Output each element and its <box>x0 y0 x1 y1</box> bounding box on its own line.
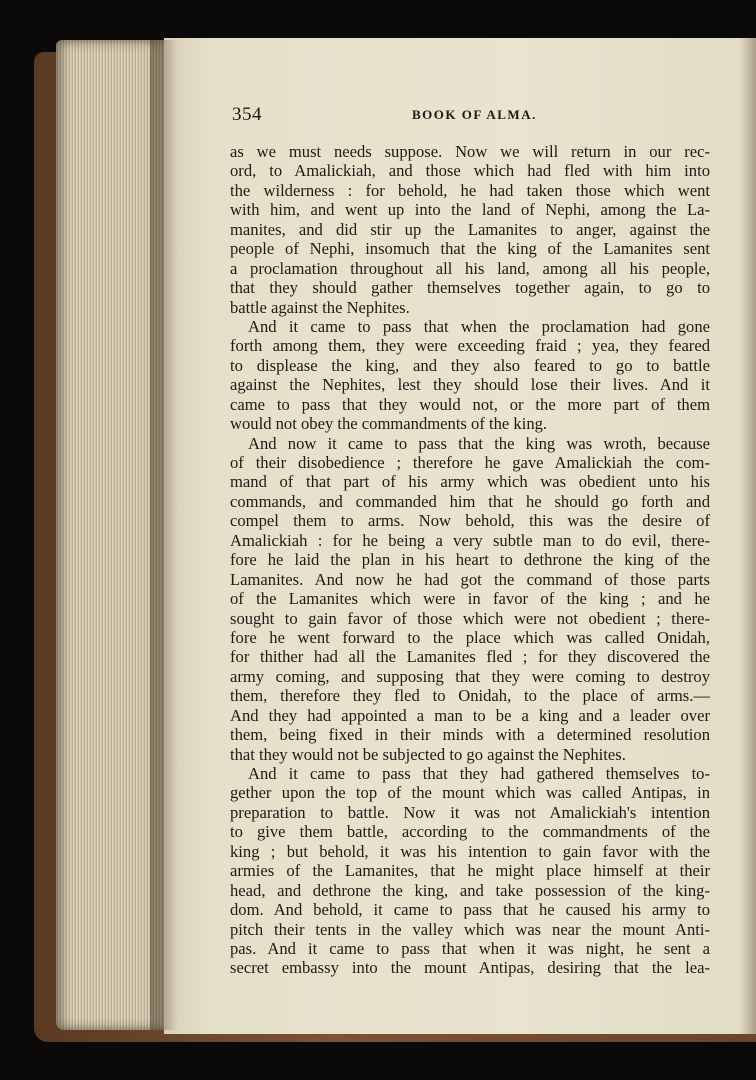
text-line: that they should gather themselves together again, to go to <box>230 278 710 298</box>
text-line: gether upon the top of the mount which was called Antipas, in <box>230 783 710 803</box>
text-line: came to pass that they would not, or the more part of them <box>230 394 710 414</box>
text-line: of the Lamanites which were in favor of the king ; and he <box>230 589 710 609</box>
text-line: secret embassy into the mount Antipas, desiring that the lea- <box>230 958 710 978</box>
text-line: commands, and commanded him that he should go forth and <box>230 491 710 511</box>
text-line: head, and dethrone the king, and take possession of the king- <box>230 880 710 900</box>
text-line: dom. And behold, it came to pass that he caused his army to <box>230 900 710 920</box>
text-line: of their disobedience ; therefore he gave Amalickiah the com- <box>230 453 710 472</box>
text-line: And it came to pass that they had gathered themselves to- <box>248 764 710 783</box>
text-line: And they had appointed a man to be a king and a leader over <box>230 705 710 725</box>
page-number: 354 <box>232 104 262 125</box>
text-line: king ; but behold, it was his intention to gain favor with the <box>230 841 710 861</box>
text-line: army coming, and supposing that they were coming to destroy <box>230 666 710 686</box>
text-line: armies of the Lamanites, that he might place himself at their <box>230 861 710 881</box>
text-line: And it came to pass that when the proclamation had gone <box>248 316 710 336</box>
text-line: the wilderness : for behold, he had taken those which went <box>230 180 710 200</box>
text-line: to displease the king, and they also feared to go to battle <box>230 355 710 375</box>
page-gutter <box>150 40 178 1030</box>
text-line: them, therefore they fled to Onidah, to the place of arms.— <box>230 686 710 706</box>
text-line: would not obey the commandments of the king. <box>230 414 548 434</box>
text-line: sought to gain favor of those which were not obedient ; there- <box>230 608 710 628</box>
text-line: fore he laid the plan in his heart to dethrone the king of the <box>230 550 710 570</box>
text-line: forth among them, they were exceeding fraid ; yea, they feared <box>230 336 710 356</box>
text-line: that they would not be subjected to go against the Nephites. <box>230 744 626 764</box>
body-text <box>230 142 710 978</box>
text-line: fore he went forward to the place which was called Onidah, <box>230 627 710 647</box>
page-edge-shadow <box>740 38 756 1034</box>
text-line: battle against the Nephites. <box>230 297 410 317</box>
text-line: against the Nephites, lest they should lose their lives. And it <box>230 375 710 395</box>
text-line: compel them to arms. Now behold, this was the desire of <box>230 511 710 531</box>
text-line: people of Nephi, insomuch that the king of the Lamanites sent <box>230 239 710 259</box>
text-line: for thither had all the Lamanites fled ; for they discovered the <box>230 647 710 667</box>
text-line: with him, and went up into the land of Nephi, among the La- <box>230 200 710 220</box>
text-line: pas. And it came to pass that when it was night, he sent a <box>230 938 710 958</box>
text-line: as we must needs suppose. Now we will return in our rec- <box>230 142 710 161</box>
text-line: manites, and did stir up the Lamanites to anger, against the <box>230 219 710 239</box>
text-line: a proclamation throughout all his land, among all his people, <box>230 258 710 278</box>
text-line: preparation to battle. Now it was not Amalickiah's intention <box>230 802 710 822</box>
running-head <box>232 104 710 128</box>
text-line: pitch their tents in the valley which was near the mount Anti- <box>230 919 710 939</box>
text-line: them, being fixed in their minds with a determined resolution <box>230 725 710 745</box>
text-line: And now it came to pass that the king was wroth, because <box>248 433 710 453</box>
text-line: mand of that part of his army which was obedient unto his <box>230 472 710 492</box>
text-line: ord, to Amalickiah, and those which had fled with him into <box>230 161 710 181</box>
running-title: BOOK OF ALMA. <box>412 107 537 122</box>
text-line: to give them battle, according to the commandments of the <box>230 822 710 842</box>
text-line: Lamanites. And now he had got the command of those parts <box>230 569 710 589</box>
text-line: Amalickiah : for he being a very subtle man to do evil, there- <box>230 530 710 550</box>
